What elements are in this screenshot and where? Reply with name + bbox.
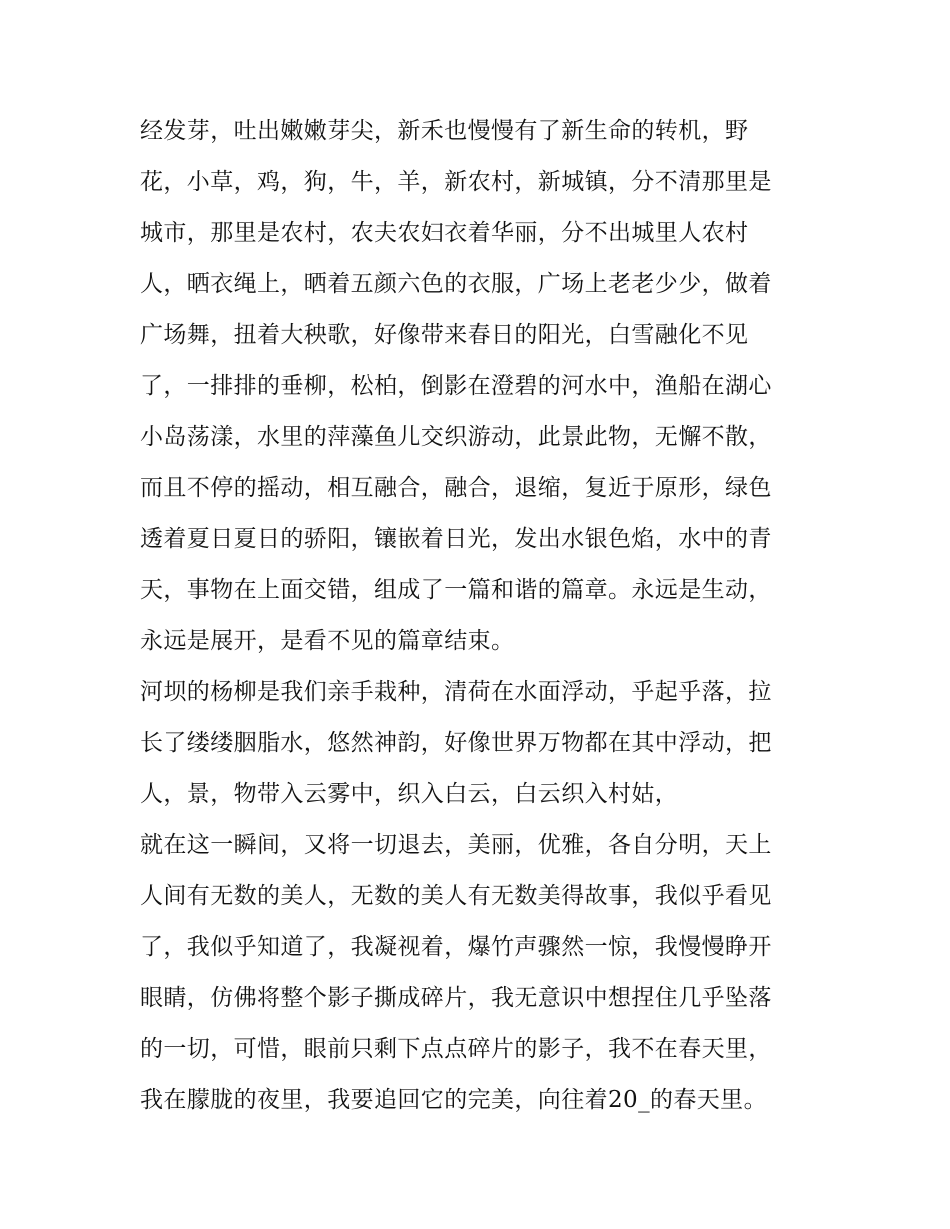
text-line-5: 广场舞，扭着大秧歌，好像带来春日的阳光，白雪融化不见 <box>140 322 749 348</box>
text-line-9: 透着夏日夏日的骄阳，镶嵌着日光，发出水银色焰，水中的青 <box>140 526 772 552</box>
text-line-15: 就在这一瞬间，又将一切退去，美丽，优雅，各自分明，天上 <box>140 832 772 858</box>
text-line-14: 人，景，物带入云雾中，织入白云，白云织入村姑， <box>140 781 679 807</box>
text-line-10: 天，事物在上面交错，组成了一篇和谐的篇章。永远是生动， <box>140 577 772 603</box>
text-line-4: 人，晒衣绳上，晒着五颜六色的衣服，广场上老老少少，做着 <box>140 271 772 297</box>
text-line-6: 了，一排排的垂柳，松柏，倒影在澄碧的河水中，渔船在湖心 <box>140 373 772 399</box>
text-line-7: 小岛荡漾，水里的萍藻鱼儿交织游动，此景此物，无懈不散， <box>140 424 772 450</box>
text-line-17: 了，我似乎知道了，我凝视着，爆竹声骤然一惊，我慢慢睁开 <box>140 934 772 960</box>
text-line-1: 经发芽，吐出嫩嫩芽尖，新禾也慢慢有了新生命的转机，野 <box>140 118 749 144</box>
text-line-13: 长了缕缕胭脂水，悠然神韵，好像世界万物都在其中浮动，把 <box>140 730 772 756</box>
document-body <box>140 106 820 1126</box>
text-line-8: 而且不停的摇动，相互融合，融合，退缩，复近于原形，绿色 <box>140 475 772 501</box>
text-line-3: 城市，那里是农村，农夫农妇衣着华丽，分不出城里人农村 <box>140 220 749 246</box>
text-line-20: 我在朦胧的夜里，我要追回它的完美，向往着20_的春天里。 <box>140 1087 767 1113</box>
text-line-2: 花，小草，鸡，狗，牛，羊，新农村，新城镇，分不清那里是 <box>140 169 772 195</box>
text-line-18: 眼睛，仿佛将整个影子撕成碎片，我无意识中想捏住几乎坠落 <box>140 985 772 1011</box>
text-line-11: 永远是展开，是看不见的篇章结束。 <box>140 628 515 654</box>
text-line-12: 河坝的杨柳是我们亲手栽种，清荷在水面浮动，乎起乎落，拉 <box>140 679 772 705</box>
text-line-16: 人间有无数的美人，无数的美人有无数美得故事，我似乎看见 <box>140 883 772 909</box>
text-line-19: 的一切，可惜，眼前只剩下点点碎片的影子，我不在春天里， <box>140 1036 772 1062</box>
